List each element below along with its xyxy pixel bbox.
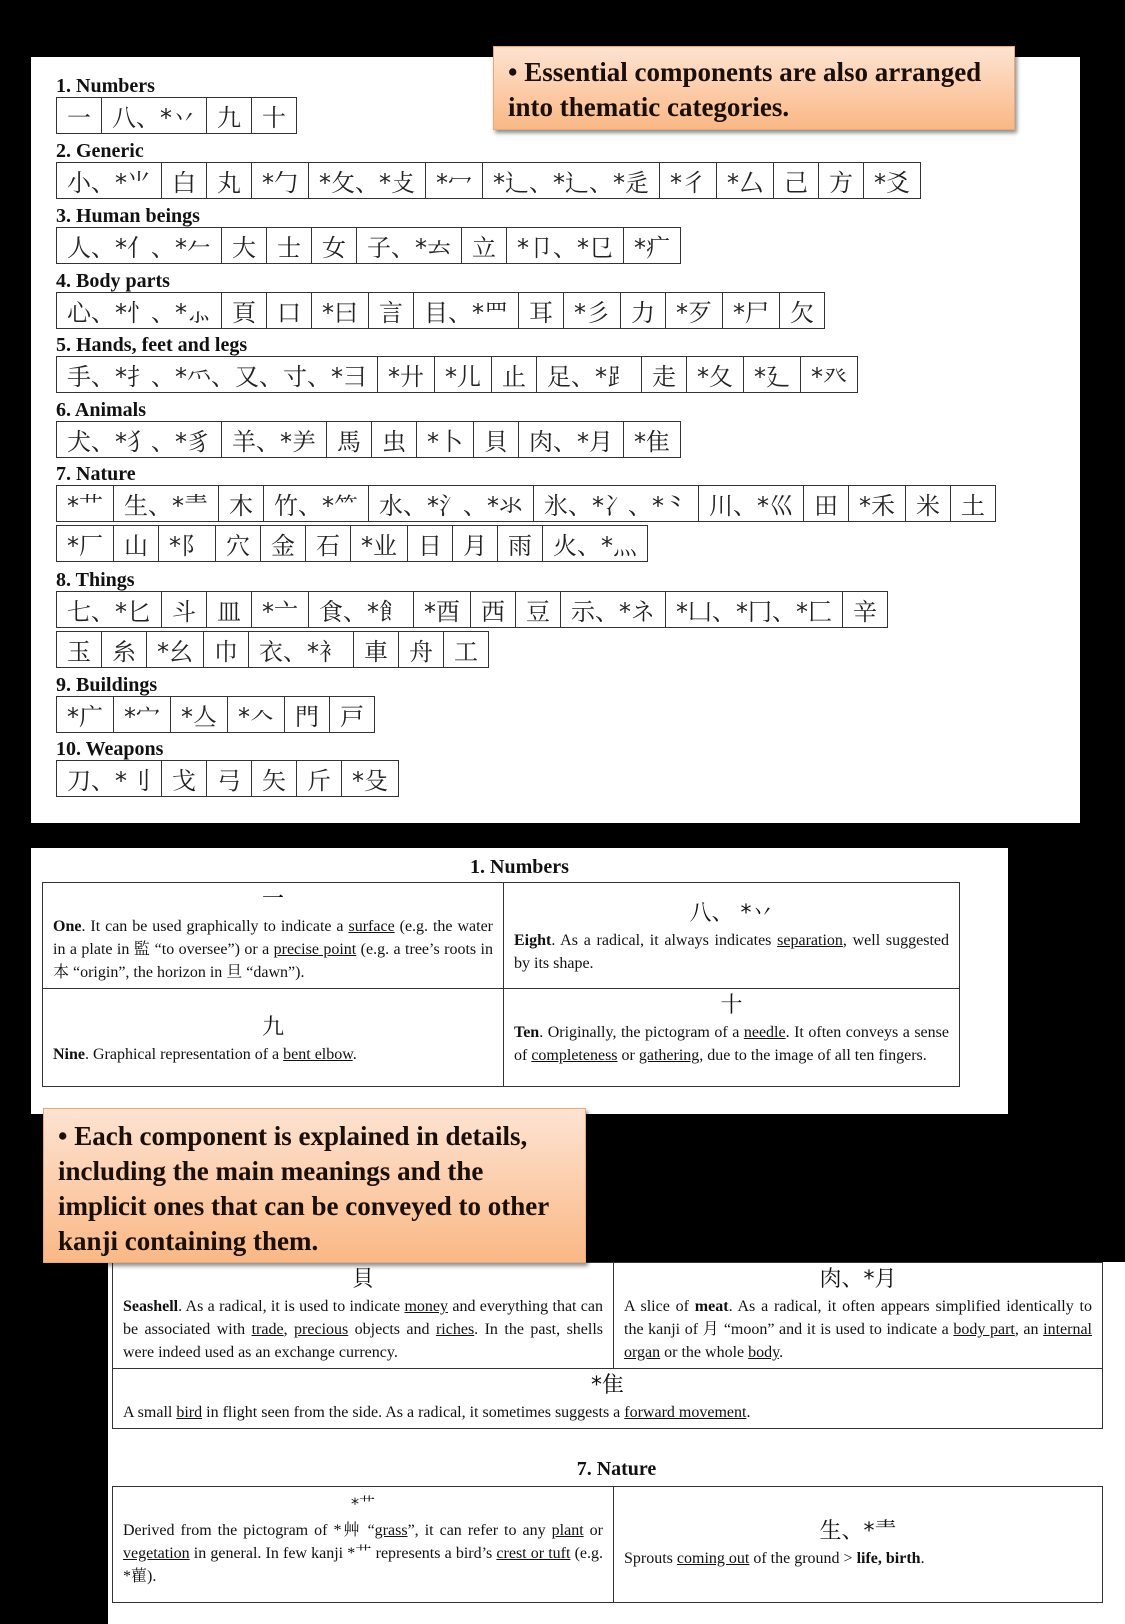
kanji-heading: 一: [261, 887, 284, 912]
category-6: [56, 399, 681, 461]
component-cell: *宀: [114, 697, 171, 732]
component-cell: 火、*灬: [553, 532, 637, 560]
entry-eight: 八、 *丷 Eight. As a radical, it always indicates separation, well suggested by its shape.: [504, 883, 960, 989]
category-title: 7. Nature: [56, 463, 136, 485]
component-cell: *艹: [57, 486, 114, 521]
component-cell: *亼: [171, 697, 228, 732]
component-cell: 門: [285, 697, 330, 732]
entry-ten: 十 Ten. Originally, the pictogram of a needle. It often conveys a sense of completeness or gathering, due to the image of all ten fingers.: [504, 989, 960, 1087]
component-cell: *勹: [252, 163, 309, 198]
component-cell: 虫: [372, 422, 417, 457]
component-cell: 巾: [204, 632, 249, 667]
category-10: [56, 738, 399, 800]
section-title: 1. Numbers: [470, 856, 569, 878]
component-cell: 糸: [102, 632, 147, 667]
nature-table: [112, 1486, 1103, 1603]
component-cell: *幺: [147, 632, 204, 667]
entry-one: 一 One. It can be used graphically to indicate a surface (e.g. the water in a plate in 監 “to oversee”) or a precise point (e.g. a tree’s roots in 本 “origin”, the horizon in 旦 “dawn”).: [43, 883, 504, 989]
component-row: [56, 485, 996, 522]
kanji-heading: 九: [261, 1015, 284, 1040]
component-cell: 口: [267, 293, 312, 328]
component-cell: 貝: [474, 422, 519, 457]
component-cell: 衣、*衤: [249, 632, 354, 667]
component-cell: *凵、*冂、*匚: [666, 592, 843, 627]
component-cell: 一: [57, 98, 102, 133]
numbers-table: [42, 882, 960, 1087]
component-cell: 頁: [222, 293, 267, 328]
component-cell: 玉: [57, 632, 102, 667]
component-cell: 戈: [162, 761, 207, 796]
component-cell: 米: [906, 486, 951, 521]
entry-life: 生、*龶 Sprouts coming out of the ground > life, birth.: [614, 1487, 1103, 1603]
entry-seashell: 貝 Seashell. As a radical, it is used to indicate money and everything that can be associated with trade, precious objects and riches. In the past, shells were indeed used as an exchange currency.: [113, 1263, 614, 1369]
component-cell: *尸: [723, 293, 780, 328]
component-cell: *卩、*㔾: [507, 228, 624, 263]
callout-thematic-categories: • Essential components are also arranged into thematic categories.: [493, 46, 1015, 130]
component-row: [56, 631, 489, 668]
component-row: [56, 696, 375, 733]
component-cell: 示、*ネ: [561, 592, 666, 627]
component-cell: 方: [819, 163, 864, 198]
callout-detailed-explanation: • Each component is explained in details, including the main meanings and the implicit ones that can be conveyed to other kanji containing them.: [43, 1108, 586, 1263]
component-cell: *𠆢: [228, 697, 285, 732]
component-cell: 氷、*冫、*⺀: [534, 486, 699, 521]
component-cell: 雨: [498, 526, 543, 561]
category-title: 1. Numbers: [56, 75, 155, 97]
component-cell: 弓: [207, 761, 252, 796]
category-2: [56, 140, 921, 202]
component-cell: 言: [369, 293, 414, 328]
component-cell: *彡: [564, 293, 621, 328]
component-cell: *冖: [426, 163, 483, 198]
component-cell: 目、*罒: [414, 293, 519, 328]
category-title: 3. Human beings: [56, 205, 200, 227]
component-cell: 羊、*⺶: [222, 422, 327, 457]
entry-nine: 九 Nine. Graphical representation of a bent elbow.: [43, 989, 504, 1087]
component-cell: *彳: [660, 163, 717, 198]
component-cell: 皿: [207, 592, 252, 627]
component-cell: 土: [961, 492, 985, 520]
category-title: 8. Things: [56, 569, 135, 591]
component-cell: 戸: [340, 703, 364, 731]
category-7: [56, 463, 996, 565]
kanji-heading: *隹: [590, 1373, 624, 1398]
component-cell: *曰: [312, 293, 369, 328]
category-title: 2. Generic: [56, 140, 144, 162]
category-title: 9. Buildings: [56, 674, 158, 696]
component-cell: *厂: [57, 526, 114, 561]
component-row: [56, 97, 297, 134]
category-title: 6. Animals: [56, 399, 147, 421]
component-cell: 斗: [162, 592, 207, 627]
kanji-heading: 十: [720, 993, 743, 1018]
component-cell: *辶、*辶、*辵: [483, 163, 660, 198]
component-cell: *儿: [435, 357, 492, 392]
component-cell: 馬: [327, 422, 372, 457]
numbers-explanation-page: [31, 848, 1008, 1114]
category-8: [56, 569, 888, 671]
component-cell: *夂: [687, 357, 744, 392]
kanji-heading: 肉、*月: [819, 1267, 897, 1292]
component-cell: 石: [306, 526, 351, 561]
component-cell: 豆: [516, 592, 561, 627]
entry-grass: *艹 Derived from the pictogram of *艸 “grass”, it can refer to any plant or vegetation in general. In few kanji *艹 represents a bird’s crest or tuft (e.g. *雚).: [113, 1487, 614, 1603]
component-cell: *业: [351, 526, 408, 561]
kanji-heading: 生、*龶: [819, 1519, 897, 1544]
component-cell: 食、*飠: [309, 592, 414, 627]
component-cell: *广: [57, 697, 114, 732]
component-cell: 八、*丷: [102, 98, 207, 133]
component-cell: 走: [642, 357, 687, 392]
component-cell: 小、*⺌: [57, 163, 162, 198]
kanji-heading: 貝: [351, 1267, 374, 1292]
category-4: [56, 270, 825, 332]
animals-table: [112, 1262, 1103, 1429]
component-cell: 大: [222, 228, 267, 263]
component-row: [56, 227, 681, 264]
component-cell: 子、*𠫓: [357, 228, 462, 263]
component-cell: 七、*匕: [57, 592, 162, 627]
component-cell: *癶: [811, 363, 847, 391]
component-row: [56, 292, 825, 329]
component-cell: 矢: [252, 761, 297, 796]
component-cell: *廾: [378, 357, 435, 392]
component-row: [56, 525, 648, 562]
component-row: [56, 162, 921, 199]
component-row: [56, 591, 888, 628]
component-cell: *厶: [717, 163, 774, 198]
category-3: [56, 205, 681, 267]
component-cell: 川、*巛: [699, 486, 804, 521]
component-cell: *殳: [352, 767, 388, 795]
category-title: 10. Weapons: [56, 738, 164, 760]
component-cell: *酉: [414, 592, 471, 627]
component-cell: 女: [312, 228, 357, 263]
component-cell: *卜: [417, 422, 474, 457]
component-cell: 刀、*刂: [57, 761, 162, 796]
component-cell: 止: [492, 357, 537, 392]
component-cell: 生、*龶: [114, 486, 219, 521]
component-cell: 耳: [519, 293, 564, 328]
kanji-heading: 八、 *丷: [689, 901, 774, 926]
entry-bird: *隹 A small bird in flight seen from the side. As a radical, it sometimes suggests a forward movement.: [113, 1369, 1103, 1429]
component-cell: *歹: [666, 293, 723, 328]
component-cell: 己: [774, 163, 819, 198]
component-cell: 山: [114, 526, 159, 561]
component-cell: 手、*扌、*⺤、又、寸、*彐: [57, 357, 378, 392]
component-cell: *阝: [159, 526, 216, 561]
component-cell: *亠: [252, 592, 309, 627]
component-cell: 力: [621, 293, 666, 328]
component-cell: 士: [267, 228, 312, 263]
component-cell: *隹: [634, 428, 670, 456]
component-row: [56, 356, 858, 393]
component-cell: 白: [162, 163, 207, 198]
component-cell: *攵、*攴: [309, 163, 426, 198]
component-cell: 心、*忄、*⺗: [57, 293, 222, 328]
component-row: [56, 421, 681, 458]
component-cell: 斤: [297, 761, 342, 796]
component-cell: 犬、*犭、*豸: [57, 422, 222, 457]
component-cell: 丸: [207, 163, 252, 198]
animals-nature-page: [108, 1262, 1125, 1624]
category-title: 5. Hands, feet and legs: [56, 334, 248, 356]
component-cell: 水、*氵、*氺: [369, 486, 534, 521]
component-cell: 欠: [790, 299, 814, 327]
component-cell: 足、*⻊: [537, 357, 642, 392]
component-cell: 立: [462, 228, 507, 263]
component-cell: *爻: [874, 169, 910, 197]
category-9: [56, 674, 375, 736]
category-title: 4. Body parts: [56, 270, 170, 292]
component-row: [56, 760, 399, 797]
component-cell: 九: [207, 98, 252, 133]
component-cell: 穴: [216, 526, 261, 561]
component-cell: 田: [804, 486, 849, 521]
component-cell: *疒: [634, 234, 670, 262]
entry-meat: 肉、*月 A slice of meat. As a radical, it often appears simplified identically to the kanji of 月 “moon” and it is used to indicate a body part, an internal organ or the whole body.: [614, 1263, 1103, 1369]
component-cell: 肉、*月: [519, 422, 624, 457]
category-5: [56, 334, 858, 396]
component-cell: 辛: [853, 598, 877, 626]
component-cell: 月: [453, 526, 498, 561]
component-cell: 日: [408, 526, 453, 561]
component-cell: 車: [354, 632, 399, 667]
component-cell: 西: [471, 592, 516, 627]
component-cell: 竹、*⺮: [264, 486, 369, 521]
component-cell: 舟: [399, 632, 444, 667]
component-cell: 金: [261, 526, 306, 561]
component-cell: 十: [262, 104, 286, 132]
category-1: [56, 75, 297, 137]
component-cell: *禾: [849, 486, 906, 521]
kanji-heading: *艹: [350, 1494, 375, 1513]
component-cell: *廴: [744, 357, 801, 392]
component-cell: 木: [219, 486, 264, 521]
component-cell: 人、*亻、*𠂉: [57, 228, 222, 263]
component-cell: 工: [454, 638, 478, 666]
section-title: 7. Nature: [576, 1458, 657, 1480]
